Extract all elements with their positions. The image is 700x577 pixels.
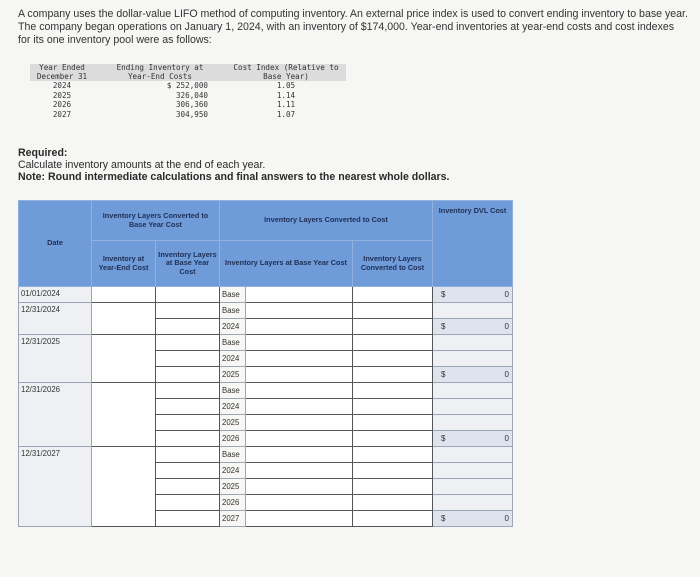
layers-base-amount-input[interactable] (246, 495, 353, 511)
table-row (19, 303, 513, 319)
layer-label: 2025 (220, 479, 246, 495)
layers-base-input[interactable] (156, 399, 220, 415)
layers-converted-input[interactable] (353, 399, 433, 415)
table-row (19, 287, 513, 303)
header-layers-converted: Inventory Layers Converted to Cost (353, 241, 433, 287)
blank-cell (433, 447, 513, 463)
layers-base-amount-input[interactable] (246, 447, 353, 463)
dvl-cost-cell: $ 0 (433, 287, 513, 303)
layers-base-input[interactable] (156, 287, 220, 303)
layer-label: 2026 (220, 495, 246, 511)
layers-converted-input[interactable] (353, 287, 433, 303)
blank-cell (433, 303, 513, 319)
dvl-cost-cell: $ 0 (433, 511, 513, 527)
layers-base-input[interactable] (156, 303, 220, 319)
layers-base-input[interactable] (156, 319, 220, 335)
info-year: 2024 (52, 81, 72, 90)
info-row (30, 91, 346, 101)
layers-base-amount-input[interactable] (246, 367, 353, 383)
table-row (19, 335, 513, 351)
inventory-info-table (30, 64, 346, 119)
layer-label: 2025 (220, 415, 246, 431)
date-cell: 01/01/2024 (19, 287, 92, 303)
info-header-year: Year Ended December 31 (30, 64, 94, 81)
layers-base-input[interactable] (156, 431, 220, 447)
layers-base-input[interactable] (156, 335, 220, 351)
required-label: Required: (18, 147, 68, 159)
required-section (18, 147, 450, 183)
layer-label: Base (220, 287, 246, 303)
layers-converted-input[interactable] (353, 431, 433, 447)
layers-converted-input[interactable] (353, 479, 433, 495)
layers-base-amount-input[interactable] (246, 479, 353, 495)
blank-cell (433, 463, 513, 479)
layers-converted-input[interactable] (353, 303, 433, 319)
layers-base-input[interactable] (156, 447, 220, 463)
layers-base-input[interactable] (156, 383, 220, 399)
info-index: 1.05 (276, 81, 296, 90)
layers-converted-input[interactable] (353, 335, 433, 351)
layer-label: 2024 (220, 319, 246, 335)
blank-cell (433, 479, 513, 495)
layers-converted-input[interactable] (353, 351, 433, 367)
table-row (19, 447, 513, 463)
layer-label: Base (220, 447, 246, 463)
info-index: 1.07 (276, 109, 296, 119)
info-cost: 304,950 (175, 109, 208, 119)
layers-converted-input[interactable] (353, 367, 433, 383)
layers-base-amount-input[interactable] (246, 511, 353, 527)
layers-base-amount-input[interactable] (246, 335, 353, 351)
blank-cell (433, 351, 513, 367)
layer-label: Base (220, 383, 246, 399)
layers-converted-input[interactable] (353, 319, 433, 335)
layers-base-input[interactable] (156, 415, 220, 431)
layers-base-input[interactable] (156, 511, 220, 527)
inventory-yearend-input[interactable] (92, 383, 156, 447)
header-layers-base-2: Inventory Layers at Base Year Cost (220, 241, 353, 287)
layers-converted-input[interactable] (353, 383, 433, 399)
header-inv-yearend: Inventory at Year-End Cost (92, 241, 156, 287)
layers-base-amount-input[interactable] (246, 415, 353, 431)
info-year: 2027 (52, 109, 72, 119)
info-header-cost: Ending Inventory at Year-End Costs (94, 64, 226, 81)
layers-converted-input[interactable] (353, 495, 433, 511)
layers-converted-input[interactable] (353, 463, 433, 479)
blank-cell (433, 383, 513, 399)
layers-base-amount-input[interactable] (246, 431, 353, 447)
info-row (30, 110, 346, 120)
layer-label: 2024 (220, 399, 246, 415)
info-header-index: Cost Index (Relative to Base Year) (226, 64, 346, 81)
info-cost: 326,040 (175, 90, 208, 100)
header-date: Date (19, 201, 92, 287)
date-cell: 12/31/2027 (19, 447, 92, 527)
layers-base-amount-input[interactable] (246, 399, 353, 415)
date-cell: 12/31/2026 (19, 383, 92, 447)
header-converted-group: Inventory Layers Converted to Cost (220, 201, 433, 241)
info-index: 1.11 (276, 100, 296, 109)
info-year: 2026 (52, 100, 72, 109)
info-year: 2025 (52, 90, 72, 100)
header-layers-base: Inventory Layers at Base Year Cost (156, 241, 220, 287)
info-row (30, 100, 346, 110)
header-dvl-cost: Inventory DVL Cost (433, 201, 513, 287)
date-cell: 12/31/2024 (19, 303, 92, 335)
required-instruction: Calculate inventory amounts at the end of each year. (18, 159, 266, 171)
blank-cell (433, 335, 513, 351)
inventory-yearend-input[interactable] (92, 303, 156, 335)
blank-cell (433, 415, 513, 431)
layer-label: 2027 (220, 511, 246, 527)
layers-base-input[interactable] (156, 351, 220, 367)
layers-base-input[interactable] (156, 367, 220, 383)
table-row (19, 383, 513, 399)
layers-base-input[interactable] (156, 463, 220, 479)
info-row (30, 81, 346, 91)
layers-base-input[interactable] (156, 479, 220, 495)
layer-label: 2024 (220, 351, 246, 367)
layers-base-input[interactable] (156, 495, 220, 511)
info-cost: 306,360 (175, 100, 208, 109)
header-base-year-group: Inventory Layers Converted to Base Year Cost (92, 201, 220, 241)
info-cost: $ 252,000 (166, 81, 208, 90)
layer-label: 2026 (220, 431, 246, 447)
layers-base-amount-input[interactable] (246, 303, 353, 319)
dvl-cost-cell: $ 0 (433, 431, 513, 447)
dvl-worksheet (18, 200, 513, 527)
layers-converted-input[interactable] (353, 511, 433, 527)
blank-cell (433, 399, 513, 415)
layer-label: Base (220, 303, 246, 319)
date-cell: 12/31/2025 (19, 335, 92, 383)
dvl-cost-cell: $ 0 (433, 367, 513, 383)
layer-label: 2024 (220, 463, 246, 479)
dvl-cost-cell: $ 0 (433, 319, 513, 335)
layer-label: 2025 (220, 367, 246, 383)
layers-base-amount-input[interactable] (246, 287, 353, 303)
inventory-yearend-input[interactable] (92, 287, 156, 303)
inventory-yearend-input[interactable] (92, 335, 156, 383)
inventory-yearend-input[interactable] (92, 447, 156, 527)
layers-base-amount-input[interactable] (246, 351, 353, 367)
layer-label: Base (220, 335, 246, 351)
layers-base-amount-input[interactable] (246, 463, 353, 479)
layers-base-amount-input[interactable] (246, 383, 353, 399)
layers-converted-input[interactable] (353, 447, 433, 463)
layers-converted-input[interactable] (353, 415, 433, 431)
info-index: 1.14 (276, 90, 296, 100)
blank-cell (433, 495, 513, 511)
required-note: Note: Round intermediate calculations and final answers to the nearest whole dollars. (18, 171, 450, 183)
problem-intro: A company uses the dollar-value LIFO method of computing inventory. An external price index is used to convert ending inventory to base year. The company began operations on January 1, 2024, with an inventory of $174,000. Year-end inventories at year-end costs and cost indexes for its one inventory pool were as follows: (18, 8, 688, 47)
layers-base-amount-input[interactable] (246, 319, 353, 335)
